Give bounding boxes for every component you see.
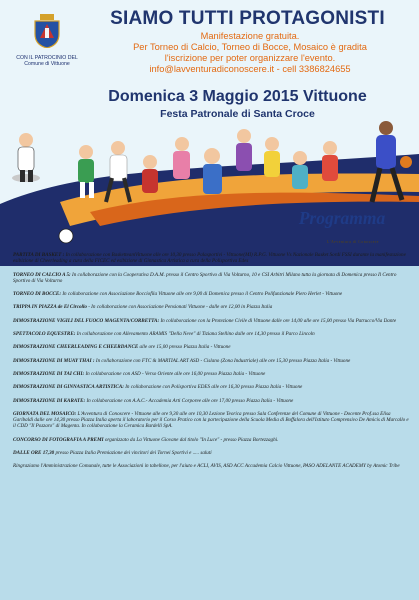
list-item xyxy=(13,437,411,443)
coat-of-arms-icon xyxy=(34,14,60,48)
event-date: Domenica 3 Maggio 2015 Vittuone xyxy=(108,88,367,105)
item-heading: DALLE ORE 17,30 xyxy=(13,450,55,457)
item-heading: TORNEO DI BOCCE: xyxy=(13,291,62,298)
patronage-text: CON IL PATROCINIO DEL Comune di Vittuone xyxy=(16,55,78,67)
list-item xyxy=(13,398,411,404)
item-heading: DIMOSTRAZIONE DI TAI CHI: xyxy=(13,370,85,377)
item-text: organizzato da La Vittuone Giovane dal titolo "In Luce" - presso Piazza Bortezzaghi. xyxy=(104,436,279,443)
sub-line-3: l'iscrizione per poter organizzare l'evento. xyxy=(164,53,336,63)
list-item xyxy=(13,384,411,390)
event-festa: Festa Patronale di Santa Croce xyxy=(160,108,315,120)
sub-line-2: Per Torneo di Calcio, Torneo di Bocce, Mosaico è gradita xyxy=(133,42,367,52)
item-heading: GIORNATA DEL MOSAICO: xyxy=(13,410,77,417)
item-heading: DIMOSTRAZIONE DI KARATE: xyxy=(13,397,86,404)
list-item xyxy=(13,344,411,350)
program-list xyxy=(13,252,411,477)
list-item xyxy=(13,450,411,456)
sub-line-1: Manifestazione gratuita. xyxy=(200,31,300,41)
item-heading: DIMOSTRAZIONE DI GINNASTICA ARTISTICA: xyxy=(13,384,124,391)
program-subtitle: L'Avventura di Conoscere xyxy=(327,240,379,244)
item-text: In collaborazione con la Cooperativa D.A.M. presso il Centro Sportivo di Via Volturno, 10 e CSI Arbitri Milano tutta la giornata di Domenica presso Il Centro Sportivo di Via Volturno xyxy=(13,271,397,284)
item-text: In collaborazione con Allevamento ARAMIS "Della Neve" di Tiziana Stellino dalle ore 14,30 presso il Parco Lincoln xyxy=(76,331,315,338)
item-text: - In collaborazione con Associazione Pensionati Vittuone - dalle ore 12,00 in Piazza Italia xyxy=(88,304,273,311)
item-text: In collaborazione con A.A.C.- Accademia Arti Corporee alle ore 17,00 presso Piazza Italia - Vittuone xyxy=(86,397,294,404)
list-item xyxy=(13,331,411,337)
item-heading: DIMOSTRAZIONE DI MUAY THAI : xyxy=(13,357,95,364)
item-text: In collaborazione con ASD - Verso Oriente alle ore 16,00 presso Piazza Italia - Vittuone xyxy=(85,370,266,377)
list-item xyxy=(13,304,411,310)
item-text: L'Avventura di Conoscere - Vittuone alle ore 9,30 alle ore 10,30 Lezione Teorica presso Sala Conferenze del Comune di Vittuone - Docente Prof.ssa Elisa Garibaldi dalle ore 14,30 presso Piazza Italia aperta il laboratorio per il Corso Pratico con la partecipazione della Scuola Media di Boffalora dell'Istituto Comprensivo De Amicis di Marcallo e il CDD "Il Pozzaro" di Magenta. In collaborazione la Ceramica Bardelli SpA. xyxy=(13,410,409,430)
list-item xyxy=(13,318,411,324)
list-item xyxy=(13,411,411,430)
item-heading: DIMOSTRAZIONE VIGILI DEL FUOCO MAGENTA/CORBETTA: xyxy=(13,317,160,324)
item-text: In collaborazione con Polisportiva EDES alle ore 16,30 presso Piazza Italia - Vittuone xyxy=(125,384,303,391)
item-text: In collaborazione con FTC & MARTIAL ART ASD - Cislano (Zona Industriale) alle ore 15,30 presso Piazza Italia - Vittuone xyxy=(95,357,351,364)
contact-line: info@lavventuradiconoscere.it - cell 3386824655 xyxy=(149,64,351,74)
list-item xyxy=(13,463,411,469)
list-item xyxy=(13,358,411,364)
list-item xyxy=(13,371,411,377)
item-heading: TRIPPA IN PIAZZA de El Circollo xyxy=(13,304,87,311)
item-heading: DIMOSTRAZIONE CHEERLEADING E CHEERDANCE xyxy=(13,344,139,351)
item-heading: TORNEO DI CALCIO A 5: xyxy=(13,271,71,278)
item-text: In collaborazione con la Protezione Civile di Vittuone dalle ore 14,00 alle ore 15,00 presso Via Patrucco/Via Dante xyxy=(160,317,397,324)
item-heading: CONCORSO DI FOTOGRAFIA A PREMI xyxy=(13,436,104,443)
program-title: Programma xyxy=(298,208,386,228)
item-text: In collaborazione con BasketteamVittuone alle ore 10,30 presso Palasportivi - Vittuone(MI) R.P.G. Vittuone Vs Nazionale Basket Sordi FSSI durante la manifestazione esibizione di Cheerleading a cura della FICEC ed esibizione di Ginnastica Artistica a cura della Polisportiva Edes xyxy=(13,252,406,265)
item-heading: PARTITA DI BASKET : xyxy=(13,252,65,258)
item-text: In collaborazione con Associazione Bocciofila Vittuone alle ore 9,00 di Domenica presso il Centro Polifunzionale Piero Herlet - Vittuone xyxy=(62,291,343,298)
item-text: alle ore 15,00 presso Piazza Italia - Vittuone xyxy=(139,344,231,351)
list-item xyxy=(13,272,411,285)
item-text: Ringraziamo l'Amministrazione Comunale, tutte le Associazioni in tabellone, per l'aiuto e ACLI, AVIS, ASD ACC Accademia Calcio Vittuone, PASO ADELANTE ACADEMY by Atomic Tribe xyxy=(13,463,400,470)
item-heading: SPETTACOLO EQUESTRE: xyxy=(13,331,76,338)
list-item xyxy=(13,252,411,265)
item-text: presso Piazza Italia Premiazione dei vincitori dei Tornei Sportivi e ..... saluti xyxy=(55,450,212,457)
page-title: SIAMO TUTTI PROTAGONISTI xyxy=(110,8,385,29)
list-item xyxy=(13,291,411,297)
